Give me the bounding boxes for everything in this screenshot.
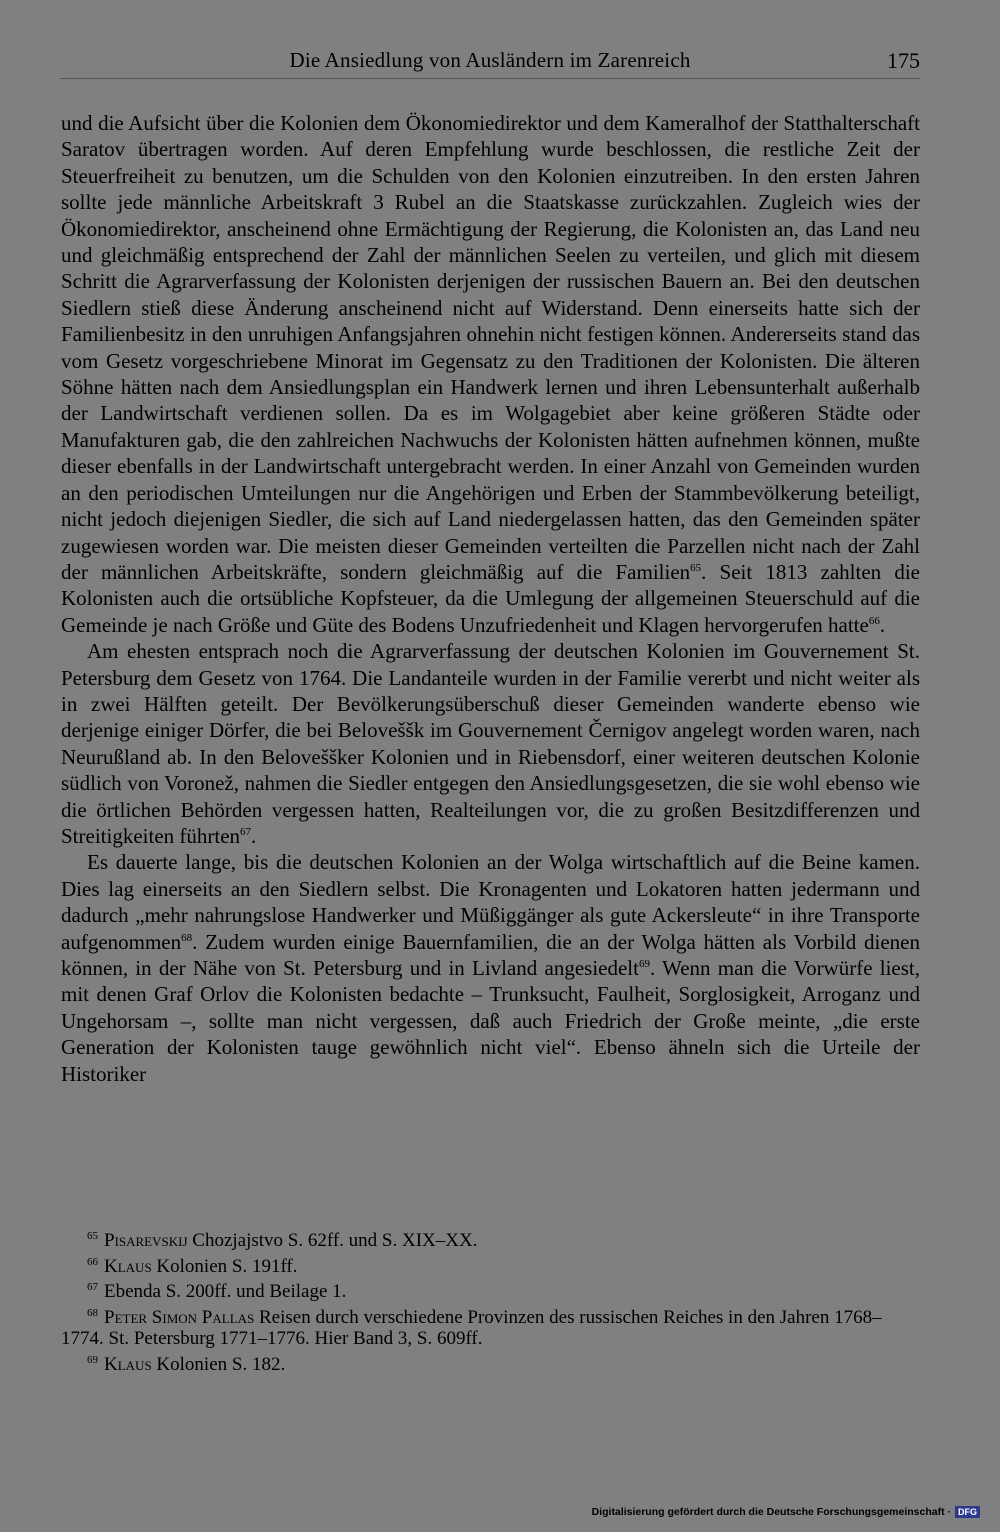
footnote-text: Kolonien S. 182. [151, 1353, 286, 1375]
footnote-author: Peter Simon Pallas [104, 1306, 255, 1328]
footnote-author: Pisarevskij [104, 1230, 188, 1251]
running-head [60, 46, 920, 76]
running-title: Die Ansiedlung von Ausländern im Zarenreich [289, 48, 691, 72]
paragraph-text: Am ehesten entsprach noch die Agrarverfassung der deutschen Kolonien im Gouvernement St. Petersburg dem Gesetz von 1764. Die Landanteile wurden in der Familie vererbt und nicht weiter als in zwei Hälften geteilt. Der Bevölkerungsüberschuß dieser Gemeinden wanderte ebenso wie derjenige einiger Dörfer, die bei Beloveššk im Gouvernement Černigov angelegt worden waren, nach Neurußland ab. In den Beloveššker Kolonien und in Riebensdorf, einer weiteren deutschen Kolonie südlich von Voronež, nahmen die Siedler entgegen den Ansiedlungsgesetzen, die sie wohl ebenso wie die örtlichen Behörden vergessen hatten, Realteilungen vor, die zu großen Besitzdifferenzen und Streitigkeiten führten [61, 639, 920, 848]
footnote-ref[interactable]: 69 [638, 958, 650, 970]
credit-text: Digitalisierung gefördert durch die Deutsche Forschungsgemeinschaft · [591, 1506, 951, 1518]
body-text [61, 110, 920, 1087]
footnote-text: Reisen durch verschiedene Provinzen des russischen Reiches in den Jahren 1768–1774. St. Petersburg 1771–1776. Hier Band 3, S. 609ff. [61, 1306, 882, 1349]
footnote-author: Klaus [104, 1353, 152, 1375]
footnote-69 [61, 1350, 923, 1376]
footnote-text: Ebenda S. 200ff. und Beilage 1. [104, 1281, 347, 1302]
paragraph-text: . Wenn man die Vorwürfe liest, mit denen Graf Orlov die Kolonisten bedachte – Trunksucht, Faulheit, Sorglosigkeit, Arroganz und Ungehorsam –, sollte man nicht vergessen, daß auch Friedrich der Große meinte, „die erste Generation der Kolonisten tauge gewöhnlich nicht viel“. Ebenso ähneln sich die Urteile der Historiker [61, 956, 920, 1086]
paragraph-text: . Seit 1813 zahlten die Kolonisten auch die ortsübliche Kopfsteuer, da die Umlegung der allgemeinen Steuerschuld auf die Gemeinde je nach Größe und Güte des Bodens Unzufriedenheit und Klagen hervorgerufen hatte [61, 559, 920, 637]
paragraph-2 [61, 638, 920, 849]
footnote-number: 65 [87, 1230, 98, 1242]
header-rule [60, 78, 920, 79]
paragraph-text: . [879, 612, 886, 637]
footnote-number: 67 [87, 1281, 98, 1293]
footnote-ref[interactable]: 68 [181, 931, 193, 944]
paragraph-3 [61, 849, 920, 1087]
footnote-author: Klaus [104, 1255, 152, 1277]
paragraph-text: und die Aufsicht über die Kolonien dem Ökonomiedirektor und dem Kameralhof der Statthalterschaft Saratov übertragen worden. Auf deren Empfehlung wurde beschlossen, die restliche Zeit der Steuerfreiheit zu benutzen, um die Schulden von den Kolonien einzutreiben. In den ersten Jahren sollte jede männliche Arbeitskraft 3 Rubel an die Staatskasse zurückzahlen. Zugleich wies der Ökonomiedirektor, anscheinend ohne Ermächtigung der Regierung, die Kolonisten an, das Land neu und gleichmäßig entsprechend der Zahl der männlichen Seelen zu verteilen, und glich mit diesem Schritt die Agrarverfassung der Kolonisten derjenigen der russischen Bauern an. Bei den deutschen Siedlern stieß diese Änderung anscheinend nicht auf Widerstand. Denn einerseits hatte sich der Familienbesitz in den unruhigen Anfangsjahren ohnehin nicht festigen können. Andererseits stand das vom Gesetz vorgeschriebene Minorat im Gegensatz zu den Traditionen der Kolonisten. Die älteren Söhne hätten nach dem Ansiedlungsplan ein Handwerk lernen und ihren Lebensunterhalt außerhalb der Landwirtschaft verdienen sollen. Da es im Wolgagebiet aber keine größeren Städte oder Manufakturen gab, die den zahlreichen Nachwuchs der Kolonisten hätten aufnehmen können, mußte dieser ebenfalls in der Landwirtschaft untergebracht werden. In einer Anzahl von Gemeinden wurden an den periodischen Umteilungen nur die Angehörigen und Erben der Stammbevölkerung beteiligt, nicht jedoch diejenigen Siedler, die sich auf Land niedergelassen hatten, das den Gemeinden später zugewiesen worden war. Die meisten dieser Gemeinden verteilten die Parzellen nicht nach der Zahl der männlichen Arbeitskräfte, sondern gleichmäßig auf die Familien [61, 111, 920, 584]
footnotes [61, 1226, 923, 1375]
footnote-text: Chozjajstvo S. 62ff. und S. XIX–XX. [187, 1230, 478, 1251]
dfg-logo[interactable]: DFG [955, 1506, 980, 1518]
digitization-credit [592, 1504, 980, 1520]
footnote-text: Kolonien S. 191ff. [151, 1255, 298, 1277]
paragraph-text: Es dauerte lange, bis die deutschen Kolonien an der Wolga wirtschaftlich auf die Beine kamen. Dies lag einerseits an den Siedlern selbst. Die Kronagenten und Lokatoren hatten jedermann und dadurch „mehr nahrungslose Handwerker und Müßiggänger als gute Ackersleute“ in ihre Transporte aufgenommen [61, 850, 920, 954]
footnote-67 [61, 1277, 923, 1303]
footnote-65 [61, 1226, 923, 1252]
page-number: 175 [887, 48, 920, 73]
footnote-68 [61, 1303, 923, 1350]
footnote-number: 66 [87, 1255, 98, 1268]
footnote-ref[interactable]: 65 [690, 561, 702, 574]
paragraph-text: . Zudem wurden einige Bauernfamilien, die an der Wolga hätten als Vorbild dienen können, in der Nähe von St. Petersburg und in Livland angesiedelt [61, 929, 920, 980]
footnote-ref[interactable]: 66 [868, 614, 880, 627]
footnote-ref[interactable]: 67 [240, 825, 252, 838]
paragraph-text: . [251, 823, 257, 848]
footnote-number: 68 [87, 1306, 98, 1319]
footnote-number: 69 [87, 1353, 98, 1366]
footnote-66 [61, 1252, 923, 1278]
paragraph-1 [61, 110, 920, 638]
